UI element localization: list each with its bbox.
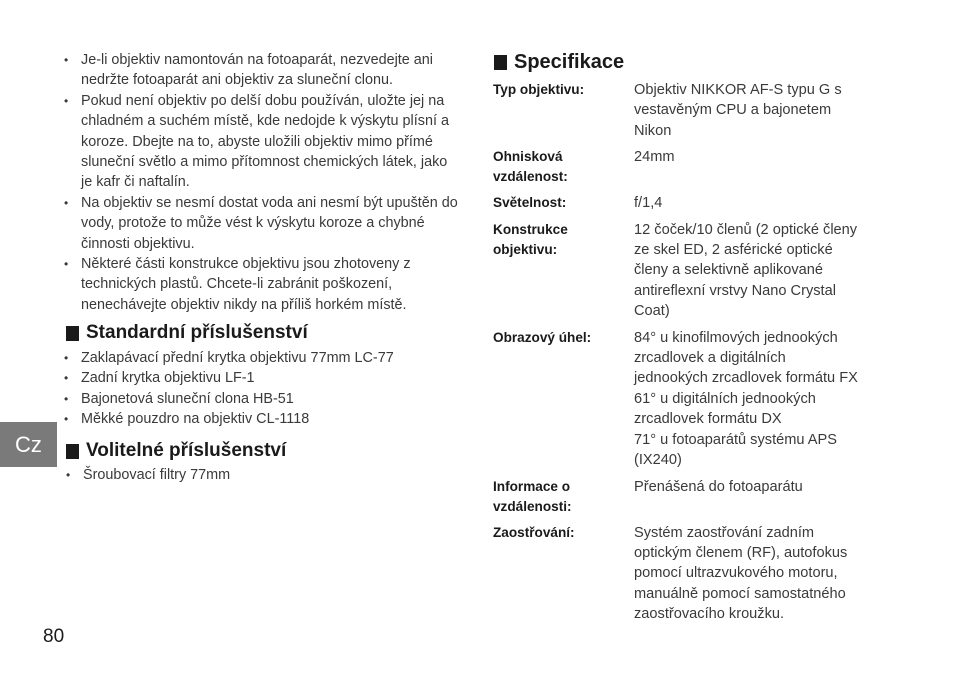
spec-label-line: Ohnisková xyxy=(493,149,563,165)
spec-value-line: f/1,4 xyxy=(634,195,663,212)
spec-label xyxy=(493,80,634,141)
spec-label-line: Zaostřování: xyxy=(493,524,575,540)
spec-label-line: Konstrukce xyxy=(493,221,568,237)
list-item: • Některé části konstrukce objektivu jsou zhotoveny z technických plastů. Chcete-li zabránit poškození, nenechávejte objektiv nikdy na příliš horkém místě. xyxy=(60,254,460,315)
precautions-list xyxy=(60,50,460,315)
spec-value-line: antireflexní vrstvy Nano Crystal xyxy=(634,282,836,299)
spec-value xyxy=(634,80,893,141)
spec-label xyxy=(493,477,634,517)
spec-value-line: 71° u fotoaparátů systému APS xyxy=(634,431,837,448)
right-column xyxy=(493,50,893,631)
spec-value xyxy=(634,477,893,517)
spec-label xyxy=(493,220,634,322)
spec-value-line: jednookých zrcadlovek formátu FX xyxy=(634,370,858,387)
spec-value-line: 84° u kinofilmových jednookých xyxy=(634,329,838,346)
spec-value-line: (IX240) xyxy=(634,452,682,469)
square-bullet-icon xyxy=(66,444,79,459)
list-item: • Bajonetová sluneční clona HB-51 xyxy=(60,389,460,409)
spec-value-line: manuálně pomocí samostatného xyxy=(634,585,846,602)
spec-value xyxy=(634,220,893,322)
spec-label-line: vzdálenosti: xyxy=(493,498,572,514)
spec-label xyxy=(493,193,634,213)
optional-accessories-heading xyxy=(60,439,460,463)
spec-label-line: vzdálenost: xyxy=(493,169,568,185)
left-column xyxy=(60,50,460,485)
spec-value-line: 12 čoček/10 členů (2 optické členy xyxy=(634,221,858,238)
spec-value xyxy=(634,328,893,471)
spec-value-line: zaostřovacího kroužku. xyxy=(634,606,785,623)
language-tab: Cz xyxy=(0,422,57,467)
spec-value-line: vestavěným CPU a bajonetem xyxy=(634,102,832,119)
specifications-heading xyxy=(493,50,893,74)
spec-value-line: Systém zaostřování zadním xyxy=(634,524,815,541)
spec-value-line: zrcadlovek formátu DX xyxy=(634,411,782,428)
spec-value-line: Nikon xyxy=(634,122,672,139)
spec-label-line: objektivu: xyxy=(493,241,558,257)
spec-label-line: Informace o xyxy=(493,478,571,494)
spec-label-line: Obrazový úhel: xyxy=(493,329,592,345)
spec-row xyxy=(493,328,893,471)
spec-row xyxy=(493,147,893,187)
spec-value-line: 24mm xyxy=(634,149,675,166)
spec-row xyxy=(493,193,893,213)
list-item: • Šroubovací filtry 77mm xyxy=(60,465,460,485)
spec-value-line: optickým členem (RF), autofokus xyxy=(634,544,848,561)
list-item: • Zadní krytka objektivu LF-1 xyxy=(60,368,460,388)
spec-label-line: Světelnost: xyxy=(493,195,567,211)
spec-label xyxy=(493,147,634,187)
standard-accessories-list xyxy=(60,348,460,429)
spec-row xyxy=(493,523,893,625)
specifications-title: Specifikace xyxy=(514,51,625,73)
list-item: • Zaklapávací přední krytka objektivu 77mm LC-77 xyxy=(60,348,460,368)
square-bullet-icon xyxy=(66,326,79,341)
page-number: 80 xyxy=(43,626,65,647)
standard-accessories-heading xyxy=(60,321,460,345)
spec-row xyxy=(493,477,893,517)
spec-value-line: pomocí ultrazvukového motoru, xyxy=(634,565,838,582)
spec-row xyxy=(493,80,893,141)
spec-value-line: ze skel ED, 2 asférické optické xyxy=(634,242,833,259)
optional-accessories-title: Volitelné příslušenství xyxy=(86,440,287,462)
spec-label xyxy=(493,328,634,471)
specifications-table xyxy=(493,80,893,625)
spec-value-line: Objektiv NIKKOR AF-S typu G s xyxy=(634,82,842,98)
spec-label xyxy=(493,523,634,625)
list-item: • Na objektiv se nesmí dostat voda ani nesmí být upuštěn do vody, protože to může vést k výskytu koroze a chybné činnosti objektivu. xyxy=(60,193,460,254)
spec-value-line: 61° u digitálních jednookých xyxy=(634,390,816,407)
square-bullet-icon xyxy=(494,55,507,70)
optional-accessories-list xyxy=(60,465,460,485)
spec-label-line: Typ objektivu: xyxy=(493,82,585,97)
spec-value xyxy=(634,523,893,625)
list-item: • Měkké pouzdro na objektiv CL-1118 xyxy=(60,409,460,429)
spec-value-line: Přenášená do fotoaparátu xyxy=(634,478,803,495)
spec-value xyxy=(634,147,893,187)
spec-value-line: zrcadlovek a digitálních xyxy=(634,350,786,367)
list-item: • Je-li objektiv namontován na fotoaparát, nezvedejte ani nedržte fotoaparát ani objektiv za sluneční clonu. xyxy=(60,50,460,91)
spec-value-line: Coat) xyxy=(634,303,670,320)
list-item: • Pokud není objektiv po delší dobu používán, uložte jej na chladném a suchém místě, kde nedojde k výskytu plísní a koroze. Dbejte na to, abyste uložili objektiv mimo přímé sluneční světlo a mimo přítomnost chemických látek, jako je kafr či naftalín. xyxy=(60,91,460,193)
spec-value-line: členy a selektivně aplikované xyxy=(634,262,824,279)
spec-value xyxy=(634,193,893,213)
spec-row xyxy=(493,220,893,322)
standard-accessories-title: Standardní příslušenství xyxy=(86,322,308,344)
